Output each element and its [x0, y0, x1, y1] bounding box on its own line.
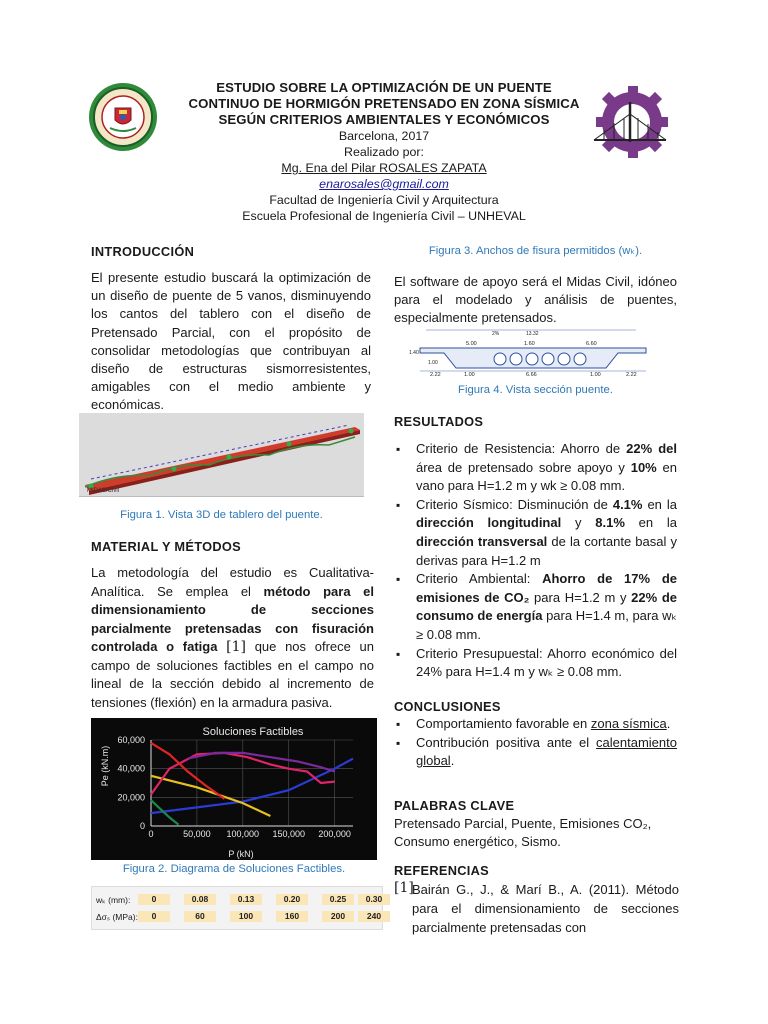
faculty: Facultad de Ingeniería Civil y Arquitectura: [269, 193, 499, 207]
city-year: Barcelona, 2017: [338, 129, 430, 143]
wk-value-cell: 0: [138, 894, 170, 905]
conclusions-heading: CONCLUSIONES: [394, 699, 501, 714]
c2-post: .: [450, 753, 455, 769]
figure-1-caption: Figura 1. Vista 3D de tablero del puente.: [120, 509, 323, 521]
chart-x-label: P (kN): [228, 849, 254, 859]
r2-c: en la: [642, 496, 677, 512]
series-line-5: [151, 743, 225, 799]
r3-c: para H=1.2 m y: [529, 589, 632, 605]
r1-a: Criterio de Resistencia: Ahorro de: [416, 441, 627, 456]
y-tick-label: 0: [139, 821, 145, 831]
conclusion-item-1: [394, 715, 677, 734]
figure-1-bridge-3d: [79, 413, 364, 497]
author-email[interactable]: enarosales@gmail.com: [319, 177, 449, 191]
figure-2-chart: [91, 718, 377, 860]
reference-number: [1]: [394, 880, 414, 896]
dim-top-2: 1.60: [524, 341, 535, 347]
r2-h: dirección transversal: [416, 533, 548, 549]
software-tag: MIDAS/Civil: [87, 488, 120, 494]
figure-4-section: [406, 326, 658, 378]
wk-value-cell: 0.13: [230, 894, 262, 905]
results-list: [394, 440, 677, 682]
dim-bottom-3: 6.66: [526, 372, 537, 378]
c1-pre: Comportamiento favorable en: [416, 716, 591, 731]
dim-side-2: 1.00: [428, 360, 438, 366]
school: Escuela Profesional de Ingeniería Civil – UNHEVAL: [242, 209, 526, 223]
c1-post: .: [666, 716, 671, 731]
ds-value-cell: 200: [322, 911, 354, 922]
r3-a: Criterio Ambiental:: [416, 571, 543, 587]
dim-top-1: 5.00: [466, 341, 477, 347]
y-tick-label: 40,000: [117, 763, 145, 774]
conclusion-item-2: [394, 734, 677, 771]
dim-bottom-5: 2.22: [626, 372, 637, 378]
methods-text: [91, 564, 374, 712]
c2-pre: Contribución positiva ante el: [416, 734, 597, 750]
y-tick-label: 60,000: [117, 735, 145, 745]
intro-text: El presente estudio buscará la optimización de un diseño de puente de 5 vanos, disminuyendo los cantos del tablero con el diseño de Pretensado Parcial, con el propósito de consolidar metodologías que contribuyan al diseño de estructuras sismorresistentes, amigables con el medio ambiente y económicas.: [91, 270, 371, 413]
author-name: Mg. Ena del Pilar ROSALES ZAPATA: [281, 161, 487, 175]
paper-title-line-2: CONTINUO DE HORMIGÓN PRETENSADO EN ZONA SÍSMICA: [188, 96, 580, 111]
x-tick-label: 100,000: [226, 829, 260, 839]
ds-label: Δσₛ (MPa):: [96, 912, 138, 922]
y-tick-label: 20,000: [117, 792, 145, 803]
methods-bold-phrase: método para el dimensionamiento de secciones parcialmente pretensadas con fisuración controlada o fatiga: [91, 583, 374, 654]
methods-citation[interactable]: [1]: [226, 639, 246, 655]
dim-bottom-2: 1.00: [464, 372, 475, 378]
wk-value-cell: 0.30: [358, 894, 390, 905]
ds-value-cell: 240: [358, 911, 390, 922]
r3-e: para H=1.4 m, para wₖ ≥ 0.08 mm.: [416, 608, 678, 642]
chart-y-label: Pe (kN.m): [100, 745, 110, 787]
result-item-resistance: [394, 440, 677, 496]
x-tick-label: 0: [148, 829, 154, 839]
r1-d: 10%: [630, 459, 657, 475]
r2-d: dirección longitudinal: [416, 515, 562, 531]
chart-title: Soluciones Factibles: [202, 726, 304, 738]
references-heading: REFERENCIAS: [394, 863, 490, 878]
ds-value-cell: 0: [138, 911, 170, 922]
keywords-heading: PALABRAS CLAVE: [394, 798, 515, 813]
x-tick-label: 50,000: [183, 829, 211, 839]
realizado-label: Realizado por:: [344, 145, 424, 159]
conclusions-list: [394, 715, 677, 771]
keywords-text: Pretensado Parcial, Puente, Emisiones CO₂, Consumo energético, Sismo.: [394, 816, 652, 849]
x-tick-label: 150,000: [272, 829, 306, 839]
figure-3-caption: Figura 3. Anchos de fisura permitidos (wₖ).: [428, 245, 643, 257]
figure-2-caption: Figura 2. Diagrama de Soluciones Factibles.: [122, 863, 346, 875]
r2-f: 8.1%: [595, 515, 625, 531]
software-text: El software de apoyo será el Midas Civil, idóneo para el modelado y análisis de puentes, especialmente pretensados.: [394, 274, 677, 326]
methods-text-part-2: que nos ofrece un campo de soluciones factibles en el campo no lineal de la sección debido al incremento de tensiones (flexión) en la armadura pasiva.: [91, 639, 375, 710]
wk-value-cell: 0.08: [184, 894, 216, 905]
reference-text: Bairán G., J., & Marí B., A. (2011). Método para el dimensionamiento de secciones parcialmente pretensadas con: [412, 882, 679, 935]
result-item-environmental: [394, 570, 677, 644]
header-block: [150, 80, 618, 224]
wk-label: wₖ (mm):: [96, 895, 131, 905]
ds-value-cell: 60: [184, 911, 216, 922]
r1-e: en vano para H=1.2 m y wk ≥ 0.08 mm.: [416, 459, 678, 494]
dim-slope: 2%: [492, 331, 500, 337]
result-item-budget: [394, 645, 677, 682]
dim-side-1: 1.40: [409, 350, 419, 356]
r2-g: en la: [624, 515, 677, 531]
dim-bottom-1: 2.22: [430, 372, 441, 378]
methods-heading: MATERIAL Y MÉTODOS: [91, 539, 241, 554]
r3-b: Ahorro de 17% de emisiones de CO₂: [416, 571, 677, 605]
wk-value-cell: 0.20: [276, 894, 308, 905]
wk-value-cell: 0.25: [322, 894, 354, 905]
ds-value-cell: 100: [230, 911, 262, 922]
results-heading: RESULTADOS: [394, 414, 484, 429]
r2-a: Criterio Sísmico: Disminución de: [416, 496, 613, 512]
dim-small: 13.32: [526, 331, 539, 337]
reference-item-1: [394, 880, 679, 937]
r2-b: 4.1%: [612, 496, 643, 512]
r4-a: Criterio Presupuestal: Ahorro económico del 24% para H=1.4 m y wₖ ≥ 0.08 mm.: [416, 645, 677, 680]
c1-link: zona sísmica: [590, 716, 667, 731]
dim-bottom-4: 1.00: [590, 372, 601, 378]
intro-heading: INTRODUCCIÓN: [91, 244, 195, 259]
solutions-chart: [91, 718, 377, 860]
dim-top-3: 6.60: [586, 341, 597, 347]
r1-b: 22% del: [626, 441, 678, 456]
ds-value-cell: 160: [276, 911, 308, 922]
figure-4-caption: Figura 4. Vista sección puente.: [458, 384, 613, 396]
r3-d: 22% de consumo de energía: [416, 589, 677, 624]
result-item-seismic: [394, 496, 677, 570]
figure-3-table: [91, 886, 383, 930]
methods-text-part-1: La metodología del estudio es Cualitativa-Analítica. Se emplea el: [91, 565, 374, 599]
r1-c: área de pretensado sobre apoyo y: [416, 459, 631, 475]
left-logo: [88, 82, 158, 152]
paper-title-line-3: SEGÚN CRITERIOS AMBIENTALES Y ECONÓMICOS: [218, 112, 550, 127]
x-tick-label: 200,000: [318, 829, 351, 839]
paper-title-line-1: ESTUDIO SOBRE LA OPTIMIZACIÓN DE UN PUENTE: [216, 80, 552, 95]
r2-e: y: [561, 515, 596, 531]
r2-i: de la cortante basal y derivas para H=1.2 m: [416, 533, 677, 568]
c2-link: calentamiento global: [416, 734, 677, 769]
